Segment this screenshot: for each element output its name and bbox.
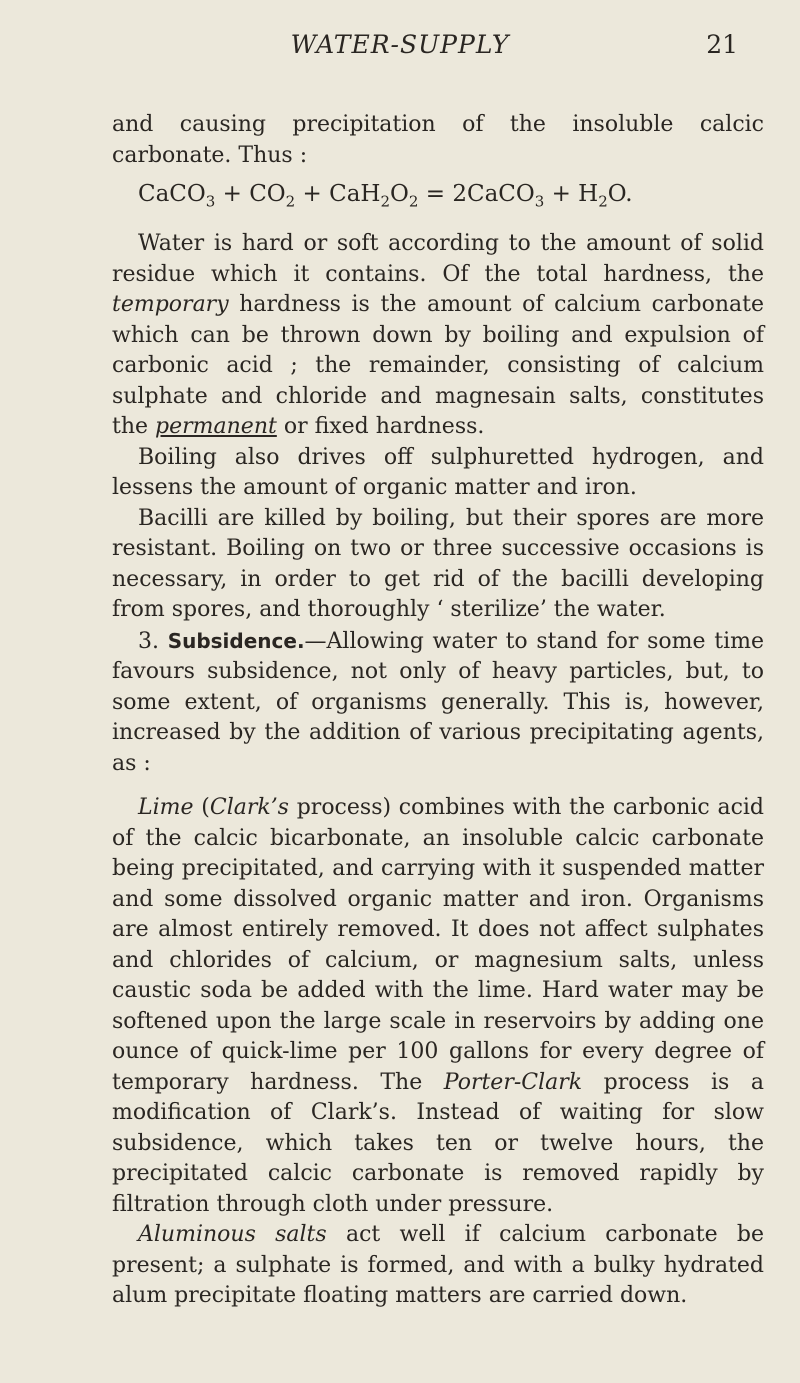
paragraph-boiling: Boiling also drives off sulphuretted hydrogen, and lessens the amount of organic matter and iron. (112, 444, 764, 501)
page-header (0, 30, 800, 80)
term-permanent: permanent (155, 414, 277, 440)
paragraph-bacilli: Bacilli are killed by boiling, but their spores are more resistant. Boiling on two or three successive occasions is necessary, in order to get rid of the bacilli developing from spores, and thoroughly ‘ sterilize’ the water. (112, 505, 764, 623)
running-head: WATER-SUPPLY (290, 30, 510, 59)
term-temporary: temporary (112, 292, 229, 318)
term-clarks: Clark’s (209, 795, 289, 821)
paragraph-hardness: Water is hard or soft according to the amount of solid residue which it contains. Of the total hardness, the temporary hardness is the amount of calcium carbonate which can be thrown down by boiling and expulsion of carbonic acid ; the remainder, consisting of calcium sulphate and chloride and magnesain salts, constitutes the permanent or fixed hardness. (112, 231, 764, 440)
term-porter-clark: Porter-Clark (443, 1069, 583, 1095)
term-aluminous-salts: Aluminous salts (138, 1222, 327, 1248)
paragraph-lime: Lime (Clark’s process) combines with the carbonic acid of the calcic bicarbonate, an insoluble calcic carbonate being precipitated, and carrying with it suspended matter and some dissolved organic matter and iron. Organisms are almost entirely removed. It does not affect sulphates and chlorides of calcium, or magnesium salts, unless caustic soda be added with the lime. Hard water may be softened upon the large scale in reservoirs by adding one ounce of quick-lime per 100 gallons for every degree of temporary hardness. The Porter-Clark process is a modification of Clark’s. Instead of waiting for slow subsidence, which takes ten or twelve hours, the precipitated calcic carbonate is removed rapidly by filtration through cloth under pressure. (112, 795, 765, 1217)
paragraph-subsidence: 3. Subsidence.—Allowing water to stand for some time favours subsidence, not only of heavy particles, but, to some extent, of organisms generally. This is, however, increased by the addition of various precipitating agents, as : (112, 628, 764, 776)
paragraph-continuation: and causing precipitation of the insoluble calcic carbonate. Thus : (112, 112, 764, 168)
page-number: 21 (706, 30, 738, 59)
chemical-equation: CaCO$_3$ + $CO_2 + CaH_2O_2$ = 2CaCO$_3$ + $H_2O$. (138, 181, 633, 211)
page-body (112, 110, 764, 1312)
paragraph-aluminous: Aluminous salts act well if calcium carbonate be present; a sulphate is formed, and with a bulky hydrated alum precipitate floating matters are carried down. (112, 1222, 765, 1309)
term-lime: Lime (138, 795, 194, 821)
section-heading-subsidence: Subsidence. (167, 628, 305, 653)
